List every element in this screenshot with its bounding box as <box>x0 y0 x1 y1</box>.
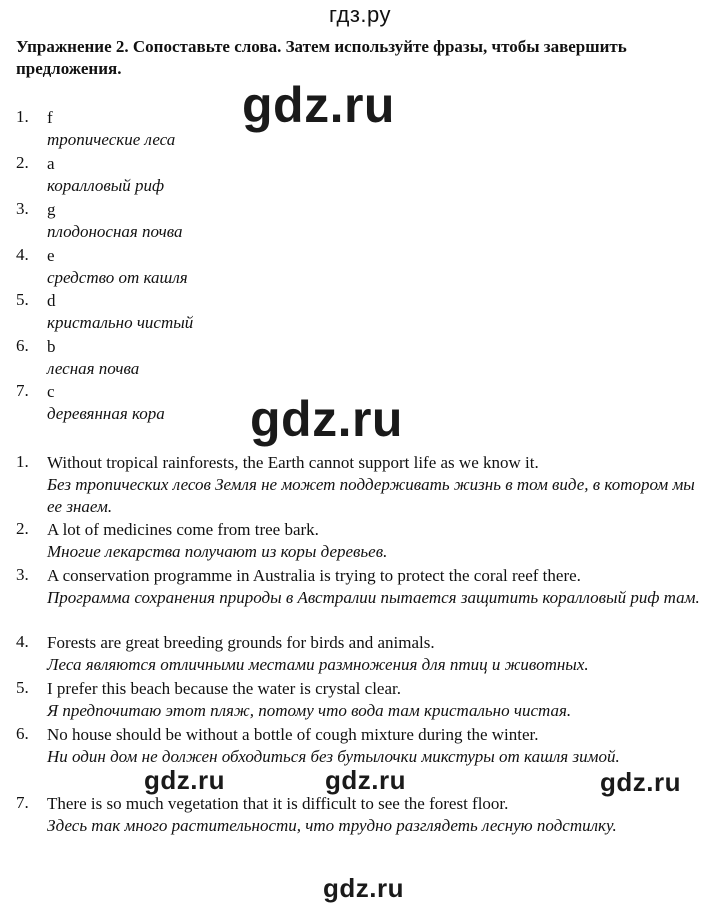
sentence-russian: Многие лекарства получают из коры деревьев. <box>47 542 388 561</box>
item-number: 6. <box>16 336 29 355</box>
sentence-russian: Леса являются отличными местами размножения для птиц и животных. <box>47 655 589 674</box>
match-translation: плодоносная почва <box>47 222 183 241</box>
sentence-english: No house should be without a bottle of cough mixture during the winter. <box>47 725 539 744</box>
item-number: 5. <box>16 290 29 309</box>
item-number: 1. <box>16 452 29 471</box>
watermark: gdz.ru <box>144 765 225 795</box>
sentence-russian: Без тропических лесов Земля не может поддерживать жизнь в том виде, в котором мы ее знаем. <box>47 475 695 516</box>
match-translation: лесная почва <box>47 359 140 378</box>
match-translation: кристально чистый <box>47 313 194 332</box>
watermark: gdz.ru <box>325 765 406 795</box>
item-number: 7. <box>16 381 29 400</box>
match-answer: f <box>47 108 53 127</box>
watermark: gdz.ru <box>242 77 395 133</box>
item-number: 4. <box>16 632 29 651</box>
sentence-english: Without tropical rainforests, the Earth cannot support life as we know it. <box>47 453 539 472</box>
item-number: 4. <box>16 245 29 264</box>
sentence-russian: Программа сохранения природы в Австралии пытается защитить коралловый риф там. <box>47 588 700 607</box>
sentence-english: There is so much vegetation that it is difficult to see the forest floor. <box>47 794 509 813</box>
item-number: 2. <box>16 153 29 172</box>
match-translation: коралловый риф <box>47 176 165 195</box>
sentence-russian: Здесь так много растительности, что трудно разглядеть лесную подстилку. <box>47 816 617 835</box>
watermark: gdz.ru <box>250 391 403 447</box>
match-translation: средство от кашля <box>47 268 188 287</box>
item-number: 6. <box>16 724 29 743</box>
item-number: 1. <box>16 107 29 126</box>
item-number: 3. <box>16 199 29 218</box>
item-number: 5. <box>16 678 29 697</box>
item-number: 7. <box>16 793 29 812</box>
item-number: 3. <box>16 565 29 584</box>
watermark: gdz.ru <box>600 767 681 797</box>
item-number: 2. <box>16 519 29 538</box>
sentence-russian: Я предпочитаю этот пляж, потому что вода там кристально чистая. <box>47 701 572 720</box>
exercise-title: Упражнение 2. Сопоставьте слова. Затем используйте фразы, чтобы завершить предложения. <box>16 37 627 78</box>
match-translation: тропические леса <box>47 130 176 149</box>
match-answer: g <box>47 200 56 219</box>
site-header: гдз.ру <box>328 2 392 27</box>
sentence-english: Forests are great breeding grounds for birds and animals. <box>47 633 435 652</box>
sentence-english: A lot of medicines come from tree bark. <box>47 520 319 539</box>
sentence-russian: Ни один дом не должен обходиться без бутылочки микстуры от кашля зимой. <box>47 747 620 766</box>
match-answer: b <box>47 337 56 356</box>
sentence-english: A conservation programme in Australia is trying to protect the coral reef there. <box>47 566 581 585</box>
match-answer: c <box>47 382 55 401</box>
match-answer: d <box>47 291 56 310</box>
match-answer: a <box>47 154 55 173</box>
match-answer: e <box>47 246 55 265</box>
match-translation: деревянная кора <box>47 404 165 423</box>
sentence-english: I prefer this beach because the water is crystal clear. <box>47 679 401 698</box>
watermark: gdz.ru <box>323 873 404 903</box>
